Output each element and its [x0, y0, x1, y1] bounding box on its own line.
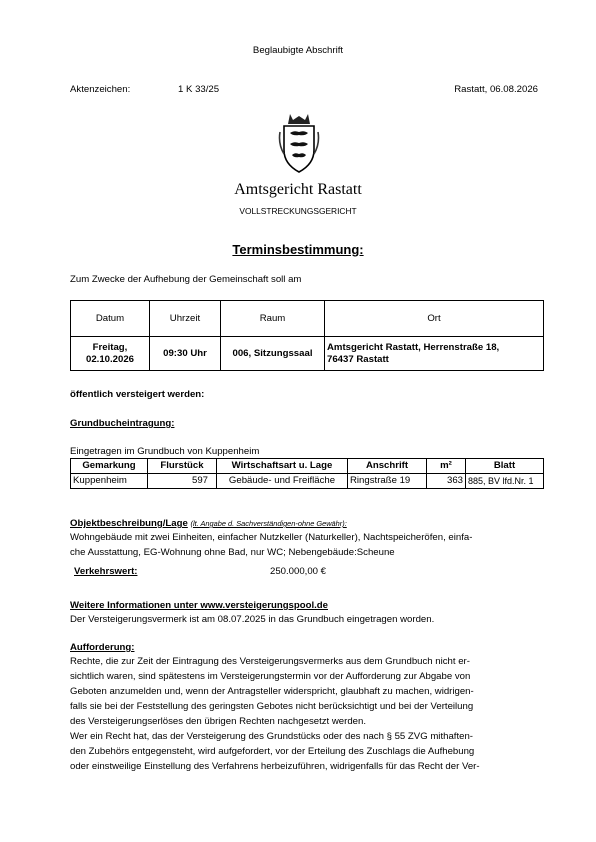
file-number: 1 K 33/25	[178, 84, 220, 95]
appointment-place-line1: Amtsgericht Rastatt, Herrenstraße 18,	[327, 342, 500, 353]
market-value: 250.000,00 €	[270, 566, 327, 577]
header-place: Ort	[325, 301, 544, 337]
intro-text: Zum Zwecke der Aufhebung der Gemeinschaft soll am	[70, 274, 302, 285]
request-line: des Versteigerungserlöses den übrigen Rechten nachgesetzt werden.	[70, 716, 366, 727]
request-line: Geboten anzumelden und, wenn der Antragsteller widerspricht, glaubhaft zu machen, widrigen-	[70, 686, 474, 697]
object-line: Wohngebäude mit zwei Einheiten, einfacher Nutzkeller (Naturkeller), Nachtspeicheröfen, einfa-	[70, 532, 473, 543]
lr-header-area: m²	[427, 459, 466, 474]
market-value-label: Verkehrswert:	[74, 566, 138, 577]
request-line: Rechte, die zur Zeit der Eintragung des Versteigerungsvermerks aus dem Grundbuch nicht er-	[70, 656, 470, 667]
appointment-place-line2: 76437 Rastatt	[327, 353, 389, 365]
document-title: Terminsbestimmung:	[232, 242, 364, 257]
place-date: Rastatt, 06.08.2026	[454, 84, 538, 95]
court-subtitle: VOLLSTRECKUNGSGERICHT	[239, 206, 357, 216]
header-time: Uhrzeit	[150, 301, 221, 337]
request-line: falls sie bei der Feststellung des geringsten Gebotes nicht berücksichtigt und bei der Verteilung	[70, 701, 474, 712]
auction-text: öffentlich versteigert werden:	[70, 389, 205, 400]
lr-header-blatt: Blatt	[466, 459, 544, 474]
lr-header-gemarkung: Gemarkung	[71, 459, 148, 474]
lr-area: 363	[427, 474, 466, 489]
header-room: Raum	[221, 301, 325, 337]
lr-header-flurstueck: Flurstück	[148, 459, 217, 474]
object-heading-line	[70, 518, 347, 530]
request-line: Wer ein Recht hat, das der Versteigerung des Grundstücks oder des nach § 55 ZVG mithaften-	[70, 731, 473, 742]
appointment-date	[71, 337, 150, 371]
lr-blatt: 885, BV lfd.Nr. 1	[466, 474, 544, 489]
object-heading: Objektbeschreibung/Lage	[70, 518, 188, 529]
object-note: (lt. Angabe d. Sachverständigen-ohne Gewähr):	[190, 519, 347, 528]
land-registry-heading: Grundbucheintragung:	[70, 418, 175, 429]
appointment-weekday: Freitag,	[92, 342, 128, 353]
lr-gemarkung: Kuppenheim	[71, 474, 148, 489]
request-heading: Aufforderung:	[70, 642, 135, 653]
lr-wirtschaftsart: Gebäude- und Freifläche	[217, 474, 348, 489]
appointment-time: 09:30 Uhr	[150, 337, 221, 371]
request-line: den Zubehörs entgegensteht, wird aufgefordert, vor der Erteilung des Zuschlags die Aufhebung	[70, 746, 475, 757]
request-text	[70, 654, 544, 774]
info-heading: Weitere Informationen unter www.versteigerungspool.de	[70, 600, 329, 611]
object-line: che Ausstattung, EG-Wohnung ohne Bad, nur WC; Nebengebäude:Scheune	[70, 547, 395, 558]
coat-of-arms-icon	[278, 112, 320, 174]
lr-flurstueck: 597	[148, 474, 217, 489]
object-description	[70, 530, 544, 560]
info-text: Der Versteigerungsvermerk ist am 08.07.2025 in das Grundbuch eingetragen worden.	[70, 614, 435, 625]
lr-header-anschrift: Anschrift	[348, 459, 427, 474]
file-number-label: Aktenzeichen:	[70, 84, 131, 95]
lr-header-wirtschaftsart: Wirtschaftsart u. Lage	[217, 459, 348, 474]
court-name: Amtsgericht Rastatt	[234, 181, 362, 198]
header-date: Datum	[71, 301, 150, 337]
appointment-date-value: 02.10.2026	[85, 353, 134, 365]
request-line: sichtlich waren, sind spätestens im Versteigerungstermin vor der Aufforderung zur Abgabe von	[70, 671, 471, 682]
certified-copy-label: Beglaubigte Abschrift	[252, 45, 344, 56]
appointment-table	[70, 300, 544, 371]
land-registry-intro: Eingetragen im Grundbuch von Kuppenheim	[70, 446, 260, 457]
appointment-place	[325, 337, 544, 371]
lr-anschrift: Ringstraße 19	[348, 474, 427, 489]
request-line: oder einstweilige Einstellung des Verfahrens herbeizuführen, widrigenfalls für das Recht der Ver-	[70, 761, 480, 772]
land-registry-table	[70, 458, 544, 489]
appointment-room: 006, Sitzungssaal	[221, 337, 325, 371]
